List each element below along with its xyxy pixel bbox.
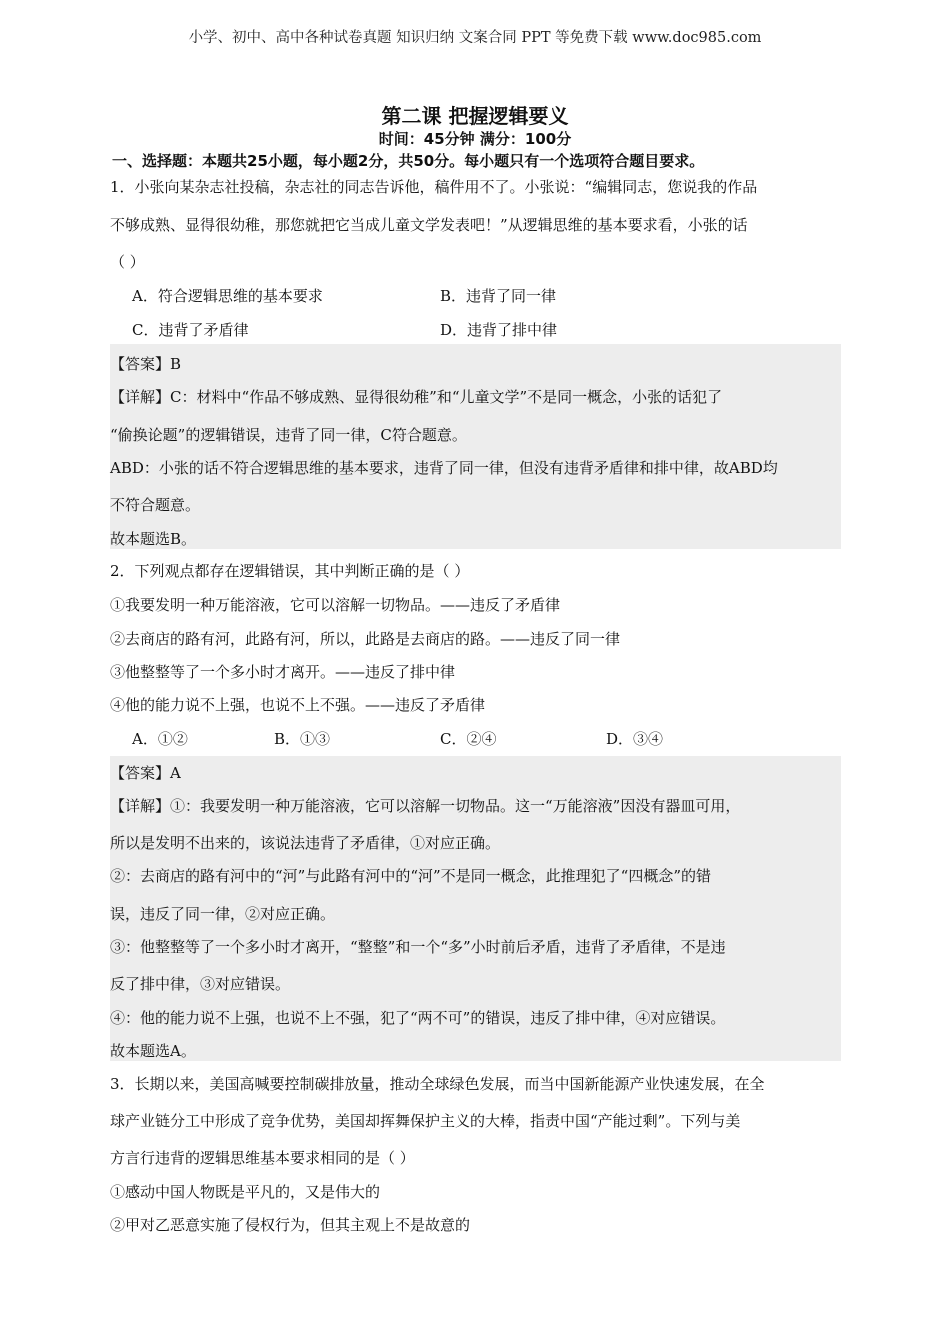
exam-info: 时间：45分钟 满分：100分: [378, 130, 572, 148]
q2-statement: ①我要发明一种万能溶液，它可以溶解一切物品。——违反了矛盾律: [110, 596, 561, 614]
section-heading: 一、选择题：本题共25小题，每小题2分，共50分。每小题只有一个选项符合题目要求。: [112, 152, 705, 170]
q2-stem: 2．下列观点都存在逻辑错误，其中判断正确的是（ ）: [110, 562, 470, 580]
q1-option-d: D．违背了排中律: [440, 321, 558, 339]
q1-stem-line: 不够成熟、显得很幼稚，那您就把它当成儿童文学发表吧！”从逻辑思维的基本要求看，小张的话: [110, 216, 748, 234]
q2-detail-line: 【详解】①：我要发明一种万能溶液，它可以溶解一切物品。这一“万能溶液”因没有器皿可用，: [110, 797, 741, 815]
q2-detail-line: ④：他的能力说不上强，也说不上不强，犯了“两不可”的错误，违反了排中律，④对应错误。: [110, 1009, 726, 1027]
q2-detail-line: ③：他整整等了一个多小时才离开，“整整”和一个“多”小时前后矛盾，违背了矛盾律，不是违: [110, 938, 726, 956]
q2-statement: ②去商店的路有河，此路有河，所以，此路是去商店的路。——违反了同一律: [110, 630, 621, 648]
q1-option-b: B．违背了同一律: [440, 287, 557, 305]
q2-statement: ③他整整等了一个多小时才离开。——违反了排中律: [110, 663, 456, 681]
q1-option-a: A．符合逻辑思维的基本要求: [132, 287, 323, 305]
q1-detail-line: 故本题选B。: [110, 530, 197, 548]
page-title: 第二课 把握逻辑要义: [381, 104, 569, 128]
q2-detail-line: 误，违反了同一律，②对应正确。: [110, 905, 336, 923]
q1-detail-line: 不符合题意。: [110, 496, 201, 514]
q1-detail-line: “偷换论题”的逻辑错误，违背了同一律，C符合题意。: [110, 426, 467, 444]
page-header: 小学、初中、高中各种试卷真题 知识归纳 文案合同 PPT 等免费下载 www.doc985.com: [188, 30, 762, 46]
q3-statement: ①感动中国人物既是平凡的，又是伟大的: [110, 1183, 381, 1201]
q2-option-d: D．③④: [606, 730, 664, 748]
q2-statement: ④他的能力说不上强，也说不上不强。——违反了矛盾律: [110, 696, 486, 714]
q1-answer: 【答案】B: [110, 355, 182, 373]
q1-detail-line: 【详解】C：材料中“作品不够成熟、显得很幼稚”和“儿童文学”不是同一概念，小张的话犯了: [110, 388, 723, 406]
q3-stem-line: 球产业链分工中形成了竞争优势，美国却挥舞保护主义的大棒，指责中国“产能过剩”。下列与美: [110, 1112, 741, 1130]
q3-stem-line: 3．长期以来，美国高喊要控制碳排放量，推动全球绿色发展，而当中国新能源产业快速发展，在全: [110, 1075, 765, 1093]
q2-detail-line: 反了排中律，③对应错误。: [110, 975, 291, 993]
q3-statement: ②甲对乙恶意实施了侵权行为，但其主观上不是故意的: [110, 1216, 471, 1234]
q3-stem-line: 方言行违背的逻辑思维基本要求相同的是（ ）: [110, 1149, 415, 1167]
q1-stem-line: 1．小张向某杂志社投稿，杂志社的同志告诉他，稿件用不了。小张说：“编辑同志，您说我的作品: [110, 178, 758, 196]
q2-detail-line: 故本题选A。: [110, 1042, 196, 1060]
q2-option-b: B．①③: [274, 730, 331, 748]
q2-answer: 【答案】A: [110, 764, 181, 782]
q2-option-a: A．①②: [132, 730, 188, 748]
q2-detail-line: 所以是发明不出来的，该说法违背了矛盾律，①对应正确。: [110, 834, 501, 852]
q1-stem-line: （ ）: [110, 253, 145, 271]
q2-detail-line: ②：去商店的路有河中的“河”与此路有河中的“河”不是同一概念，此推理犯了“四概念”的错: [110, 867, 712, 885]
q2-option-c: C．②④: [440, 730, 497, 748]
q1-option-c: C．违背了矛盾律: [132, 321, 249, 339]
answer-block-q1: [110, 344, 841, 549]
q1-detail-line: ABD：小张的话不符合逻辑思维的基本要求，违背了同一律，但没有违背矛盾律和排中律，故ABD均: [110, 459, 778, 477]
